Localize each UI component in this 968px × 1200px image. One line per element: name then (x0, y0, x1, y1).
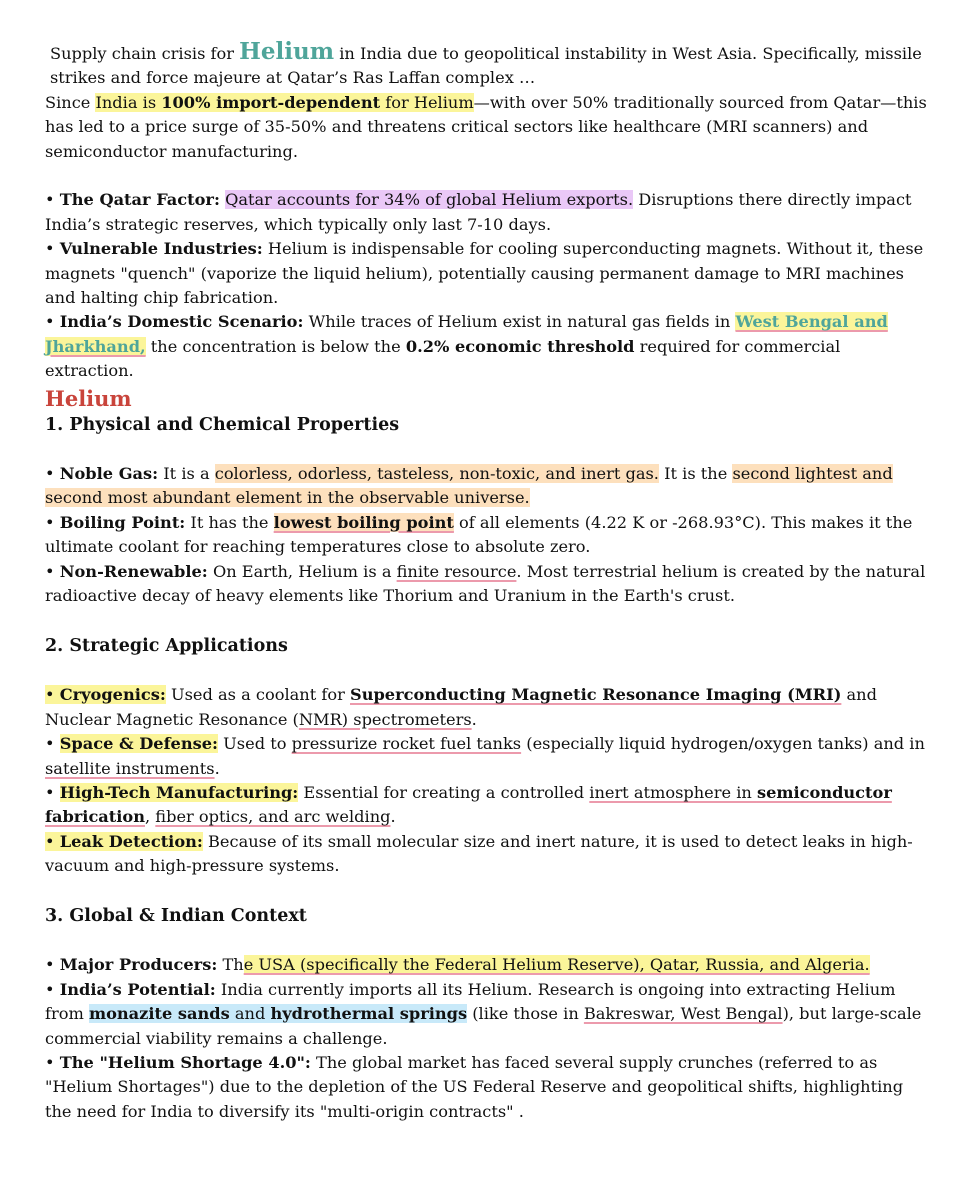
helium-word: Helium (239, 38, 335, 65)
highlight-orange: colorless, odorless, tasteless, non-toxic, and inert gas. (214, 464, 659, 484)
spacer (45, 659, 928, 683)
bullet-cryogenics: • Cryogenics: Used as a coolant for Superconducting Magnetic Resonance Imaging (MRI) and Nuclear Magnetic Resonance (NMR) spectrometers. (45, 685, 877, 729)
bullet-label: Vulnerable Industries: (59, 239, 263, 259)
bullet-non-renewable: • Non-Renewable: On Earth, Helium is a finite resource. Most terrestrial helium is created by the natural radioactive decay of heavy elements like Thorium and Uranium in the Earth's crust. (45, 561, 926, 606)
highlight-yellow: Space & Defense: (59, 734, 219, 754)
bullet-vulnerable-industries: • Vulnerable Industries: Helium is indispensable for cooling superconducting magnets. Without it, these magnets "quench" (vaporize the liquid helium), potentially causing permanent damage to MRI machines and halting chip fabrication. (45, 239, 924, 308)
underline-text: pressurize rocket fuel tanks (291, 734, 522, 754)
underline-text: Bakreswar, West Bengal (583, 1004, 783, 1024)
bullet-major-producers: • Major Producers: The USA (specifically the Federal Helium Reserve), Qatar, Russia, and Algeria. (45, 955, 870, 975)
underline-text: finite resource (396, 561, 517, 581)
bullet-label: Major Producers: (59, 955, 218, 975)
spacer (45, 879, 928, 903)
spacer (45, 164, 928, 188)
bullet-high-tech: • High-Tech Manufacturing: Essential for creating a controlled inert atmosphere in semiconductor fabrication, fiber optics, and arc welding. (45, 782, 892, 827)
bullet-label: Non-Renewable: (59, 561, 208, 581)
highlight-region: West Bengal and Jharkhand, (45, 312, 888, 356)
bullet-boiling-point: • Boiling Point: It has the lowest boiling point of all elements (4.22 K or -268.93°C). This makes it the ultimate coolant for reaching temperatures close to absolute zero. (45, 512, 913, 557)
intro-paragraph (45, 40, 928, 91)
bullet-space-defense: • Space & Defense: Used to pressurize rocket fuel tanks (especially liquid hydrogen/oxygen tanks) and in satellite instruments. (45, 734, 925, 778)
underline-text: inert atmosphere in semiconductor fabrication (45, 782, 892, 827)
highlight-yellow: e USA (specifically the Federal Helium Reserve), Qatar, Russia, and Algeria. (243, 955, 870, 975)
bullet-label: Noble Gas: (59, 464, 159, 484)
spacer (45, 438, 928, 462)
bullet-helium-shortage: • The "Helium Shortage 4.0": The global market has faced several supply crunches (referred to as "Helium Shortages") due to the depletion of the US Federal Reserve and geopolitical shifts, highlighting the need for India to diversify its "multi-origin contracts" . (45, 1052, 904, 1121)
underline-text: NMR) spectrometers (298, 709, 472, 729)
section-title: Helium (45, 385, 132, 411)
highlight-blue: monazite sands and hydrothermal springs (88, 1004, 468, 1024)
bullet-label: India’s Domestic Scenario: (59, 312, 304, 332)
bullet-label: The Qatar Factor: (59, 190, 220, 210)
bullet-label: The "Helium Shortage 4.0": (59, 1052, 311, 1072)
spacer (45, 929, 928, 953)
bullet-noble-gas: • Noble Gas: It is a colorless, odorless, tasteless, non-toxic, and inert gas. It is the second lightest and second most abundant element in the observable universe. (45, 464, 893, 508)
intro-text: Supply chain crisis for (50, 44, 240, 63)
highlight-yellow: High-Tech Manufacturing: (59, 782, 299, 802)
intro-text: —with over 50% traditionally sourced from Qatar—this has led to a price surge of 35-50% and threatens critical sectors like healthcare (MRI scanners) and semiconductor manufacturing. (45, 92, 927, 161)
bullet-india-potential: • India’s Potential: India currently imports all its Helium. Research is ongoing into extracting Helium from monazite sands and hydrothermal springs (like those in Bakreswar, West Bengal), but large-scale commercial viability remains a challenge. (45, 979, 922, 1048)
bullet-label: India’s Potential: (59, 979, 216, 999)
section-heading-applications: 2. Strategic Applications (45, 635, 288, 656)
bullet-qatar-factor: • The Qatar Factor: Qatar accounts for 34% of global Helium exports. Disruptions there directly impact India’s strategic reserves, which typically only last 7-10 days. (45, 190, 912, 234)
highlight-orange: lowest boiling point (273, 512, 454, 532)
highlight-purple: Qatar accounts for 34% of global Helium exports. (225, 190, 634, 210)
section-heading-context: 3. Global & Indian Context (45, 905, 307, 926)
highlight-yellow: • Cryogenics: (45, 685, 166, 705)
underline-text: satellite instruments (45, 758, 215, 778)
bullet-leak-detection: • Leak Detection: Because of its small molecular size and inert nature, it is used to detect leaks in high-vacuum and high-pressure systems. (45, 831, 913, 876)
intro-text: Since (45, 92, 96, 112)
highlight-yellow: • Leak Detection: (45, 831, 203, 851)
highlight-yellow: India is 100% import-dependent for Helium (95, 92, 474, 112)
bullet-domestic-scenario: • India’s Domestic Scenario: While traces of Helium exist in natural gas fields in West Bengal and Jharkhand, the concentration is below the 0.2% economic threshold required for commercial extraction. (45, 312, 888, 381)
underline-text: Superconducting Magnetic Resonance Imaging (MRI) (350, 685, 842, 705)
highlight-orange: second lightest and second most abundant element in the observable universe. (45, 464, 893, 508)
import-paragraph (45, 91, 928, 164)
intro-text: in India due to geopolitical instability in West Asia. Specifically, missile strikes and force majeure at Qatar’s Ras Laffan complex … (50, 44, 922, 88)
bullet-label: Boiling Point: (59, 512, 186, 532)
section-heading-properties: 1. Physical and Chemical Properties (45, 414, 400, 435)
spacer (45, 609, 928, 633)
underline-text: fiber optics, and arc welding (155, 807, 391, 827)
